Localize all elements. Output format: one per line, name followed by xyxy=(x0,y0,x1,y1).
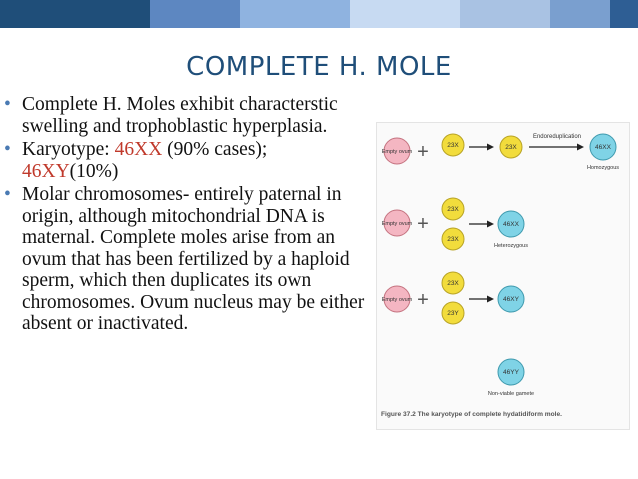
empty-ovum-label: Empty ovum xyxy=(381,221,413,227)
top-bar-segment xyxy=(350,0,460,28)
top-bar-segment xyxy=(610,0,638,28)
sperm-label: 23X xyxy=(447,280,459,287)
bullet-text: Molar chromosomes- entirely paternal in origin, although mitochondrial DNA is maternal. Complete moles arise from an ovum that has been fertilized by a haploid sperm, which then duplicates its own chromosomes. Ovum nucleus may be either absent or inactivated. xyxy=(22,184,365,334)
empty-ovum-label: Empty ovum xyxy=(381,149,413,155)
top-decorative-bar xyxy=(0,0,638,28)
sperm-label: 23X xyxy=(447,236,459,243)
bullet-text: Karyotype: xyxy=(22,139,115,160)
sperm-label: 23X xyxy=(505,144,517,151)
zygote-caption: Homozygous xyxy=(586,165,620,171)
bullet-icon: • xyxy=(4,184,11,205)
karyotype-diagram xyxy=(377,123,629,429)
arrow-head xyxy=(577,144,584,151)
nonviable-caption: Non-viable gamete xyxy=(487,391,535,397)
bullet-text: Complete H. Moles exhibit characterstic swelling and trophoblastic hyperplasia. xyxy=(22,94,338,137)
zygote-label: 46XX xyxy=(595,144,611,151)
bullet-item xyxy=(4,184,366,335)
zygote-label: 46XX xyxy=(503,221,519,228)
bullet-icon: • xyxy=(4,94,11,115)
arrow-label: Endoreduplication xyxy=(532,134,582,140)
bullet-icon: • xyxy=(4,139,11,160)
top-bar-segment xyxy=(240,0,350,28)
bullet-list xyxy=(4,94,366,337)
nonviable-label: 46YY xyxy=(503,369,519,376)
sperm-label: 23Y xyxy=(447,310,459,317)
plus-sign: + xyxy=(417,141,429,163)
arrow-head xyxy=(487,221,494,228)
karyotype-figure xyxy=(376,122,630,430)
plus-sign: + xyxy=(417,289,429,311)
bullet-text: (90% cases); xyxy=(162,139,268,160)
plus-sign: + xyxy=(417,213,429,235)
top-bar-segment xyxy=(550,0,610,28)
zygote-caption: Heterozygous xyxy=(494,243,528,249)
top-bar-segment xyxy=(0,0,150,28)
top-bar-segment xyxy=(460,0,550,28)
slide-title: COMPLETE H. MOLE xyxy=(186,52,452,82)
bullet-item xyxy=(4,94,366,137)
sperm-label: 23X xyxy=(447,142,459,149)
bullet-item xyxy=(4,139,366,182)
zygote-label: 46XY xyxy=(503,296,519,303)
karyotype-46xx: 46XX xyxy=(114,139,163,160)
arrow-head xyxy=(487,296,494,303)
top-bar-segment xyxy=(150,0,240,28)
arrow-head xyxy=(487,144,494,151)
empty-ovum-label: Empty ovum xyxy=(381,297,413,303)
sperm-label: 23X xyxy=(447,206,459,213)
figure-caption: Figure 37.2 The karyotype of complete hydatidiform mole. xyxy=(381,411,563,418)
karyotype-46xy: 46XY xyxy=(22,160,70,182)
bullet-text: (10%) xyxy=(69,160,119,182)
